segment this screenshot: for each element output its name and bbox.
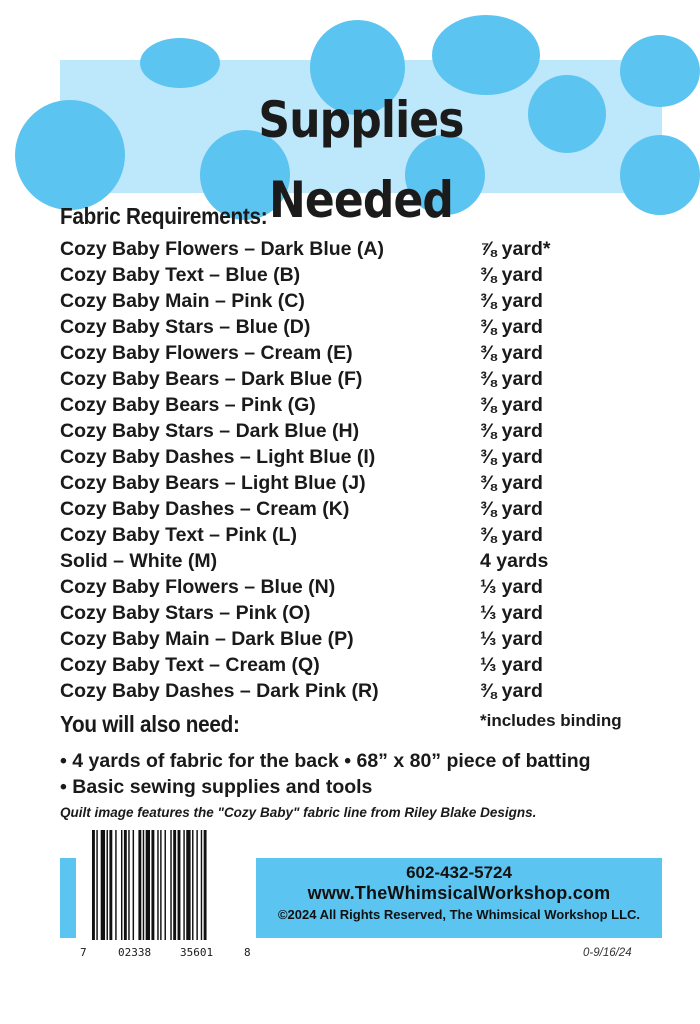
- barcode-bar: [124, 830, 127, 940]
- barcode-bar: [165, 830, 166, 940]
- barcode-bar: [178, 830, 181, 940]
- banner-dot: [620, 135, 700, 215]
- footer-accent-block: [60, 858, 76, 938]
- fabric-amount: ⅜ yard: [480, 472, 543, 494]
- fabric-name: Cozy Baby Stars – Pink (O): [60, 602, 311, 624]
- barcode-bar: [138, 830, 141, 940]
- fabric-amount: ⅓ yard: [480, 576, 543, 598]
- barcode-bar: [201, 830, 202, 940]
- fabric-amount: ⅓ yard: [480, 628, 543, 650]
- barcode-bar: [192, 830, 193, 940]
- fabric-amount: ⅜ yard: [480, 264, 543, 286]
- barcode-bar: [107, 830, 108, 940]
- barcode-bar: [170, 830, 171, 940]
- fabric-row: [60, 678, 662, 704]
- fabric-amount: ⅜ yard: [480, 498, 543, 520]
- fabric-row: [60, 470, 662, 496]
- fabric-name: Cozy Baby Text – Cream (Q): [60, 654, 320, 676]
- barcode-digit: 02338: [118, 946, 152, 959]
- barcode-digit: 35601: [180, 946, 214, 959]
- fabric-name: Cozy Baby Stars – Dark Blue (H): [60, 420, 360, 442]
- fabric-amount: ⅜ yard: [480, 368, 543, 390]
- barcode-bar: [96, 830, 97, 940]
- fabric-name: Cozy Baby Dashes – Light Blue (I): [60, 446, 376, 468]
- fabric-row: [60, 574, 662, 600]
- barcode-bar: [157, 830, 158, 940]
- fabric-row: [60, 288, 662, 314]
- phone-number: 602-432-5724: [406, 863, 512, 882]
- barcode-bar: [128, 830, 129, 940]
- fabric-name: Cozy Baby Text – Pink (L): [60, 524, 297, 546]
- fabric-row: [60, 262, 662, 288]
- barcode-bar: [121, 830, 122, 940]
- binding-note: *includes binding: [480, 711, 622, 730]
- fabric-name: Cozy Baby Bears – Pink (G): [60, 394, 316, 416]
- fabric-row: [60, 314, 662, 340]
- fabric-row: [60, 366, 662, 392]
- fabric-row: [60, 548, 662, 574]
- fabric-name: Cozy Baby Flowers – Cream (E): [60, 342, 353, 364]
- fabric-list: [60, 236, 662, 704]
- fabric-row: [60, 522, 662, 548]
- barcode-bar: [101, 830, 105, 940]
- barcode-bar: [133, 830, 134, 940]
- barcode-bar: [109, 830, 112, 940]
- fabric-name: Cozy Baby Dashes – Dark Pink (R): [60, 680, 379, 702]
- fabric-row: [60, 340, 662, 366]
- fabric-name: Cozy Baby Flowers – Blue (N): [60, 576, 336, 598]
- barcode-bar: [186, 830, 190, 940]
- barcode-bar: [115, 830, 116, 940]
- barcode-bar: [196, 830, 197, 940]
- fabric-name: Cozy Baby Main – Pink (C): [60, 290, 305, 312]
- fabric-amount: ⅜ yard: [480, 524, 543, 546]
- fabric-amount: ⅜ yard: [480, 316, 543, 338]
- fabric-row: [60, 392, 662, 418]
- fabric-amount: ⅜ yard: [480, 394, 543, 416]
- fabric-requirements-heading: Fabric Requirements:: [60, 203, 268, 229]
- fabric-name: Cozy Baby Bears – Dark Blue (F): [60, 368, 363, 390]
- fabric-amount: ⅜ yard: [480, 680, 543, 702]
- fabric-amount: 4 yards: [480, 550, 549, 572]
- fabric-name: Cozy Baby Stars – Blue (D): [60, 316, 311, 338]
- banner-dot: [620, 35, 700, 107]
- barcode-bar: [143, 830, 144, 940]
- page-title: Supplies Needed: [258, 91, 464, 229]
- barcode-bar: [146, 830, 150, 940]
- also-need-line: • 4 yards of fabric for the back • 68” x 80” piece of batting: [60, 750, 591, 772]
- also-need-heading: You will also need:: [60, 711, 240, 737]
- fabric-name: Cozy Baby Text – Blue (B): [60, 264, 301, 286]
- barcode-bar: [160, 830, 161, 940]
- fabric-name: Cozy Baby Dashes – Cream (K): [60, 498, 350, 520]
- fabric-amount: ⅜ yard: [480, 290, 543, 312]
- fabric-amount: ⅜ yard: [480, 342, 543, 364]
- fabric-row: [60, 236, 662, 262]
- fabric-amount: ⅓ yard: [480, 602, 543, 624]
- fabric-amount: ⅜ yard: [480, 446, 543, 468]
- barcode-digit: 8: [244, 946, 251, 959]
- fabric-row: [60, 652, 662, 678]
- version-code: 0-9/16/24: [583, 947, 632, 959]
- fabric-row: [60, 626, 662, 652]
- fabric-amount: ⅜ yard: [480, 420, 543, 442]
- barcode-bar: [204, 830, 207, 940]
- fabric-row: [60, 600, 662, 626]
- fabric-credit: Quilt image features the "Cozy Baby" fabric line from Riley Blake Designs.: [60, 805, 537, 820]
- fabric-name: Solid – White (M): [60, 550, 218, 572]
- banner-dot: [15, 100, 125, 210]
- fabric-amount: ⅞ yard*: [480, 238, 551, 260]
- barcode-bar: [92, 830, 95, 940]
- barcode-bar: [151, 830, 154, 940]
- fabric-row: [60, 418, 662, 444]
- contact-box: [256, 858, 662, 938]
- fabric-row: [60, 496, 662, 522]
- copyright-notice: ©2024 All Rights Reserved, The Whimsical Workshop LLC.: [277, 907, 641, 922]
- fabric-amount: ⅓ yard: [480, 654, 543, 676]
- barcode: [80, 830, 256, 960]
- website-link[interactable]: www.TheWhimsicalWorkshop.com: [307, 883, 611, 903]
- barcode-digit: 7: [80, 946, 87, 959]
- barcode-bars: [88, 830, 248, 946]
- also-need-line: • Basic sewing supplies and tools: [60, 776, 373, 798]
- fabric-name: Cozy Baby Main – Dark Blue (P): [60, 628, 354, 650]
- barcode-bar: [173, 830, 176, 940]
- barcode-bar: [183, 830, 184, 940]
- fabric-row: [60, 444, 662, 470]
- fabric-name: Cozy Baby Flowers – Dark Blue (A): [60, 238, 384, 260]
- fabric-name: Cozy Baby Bears – Light Blue (J): [60, 472, 366, 494]
